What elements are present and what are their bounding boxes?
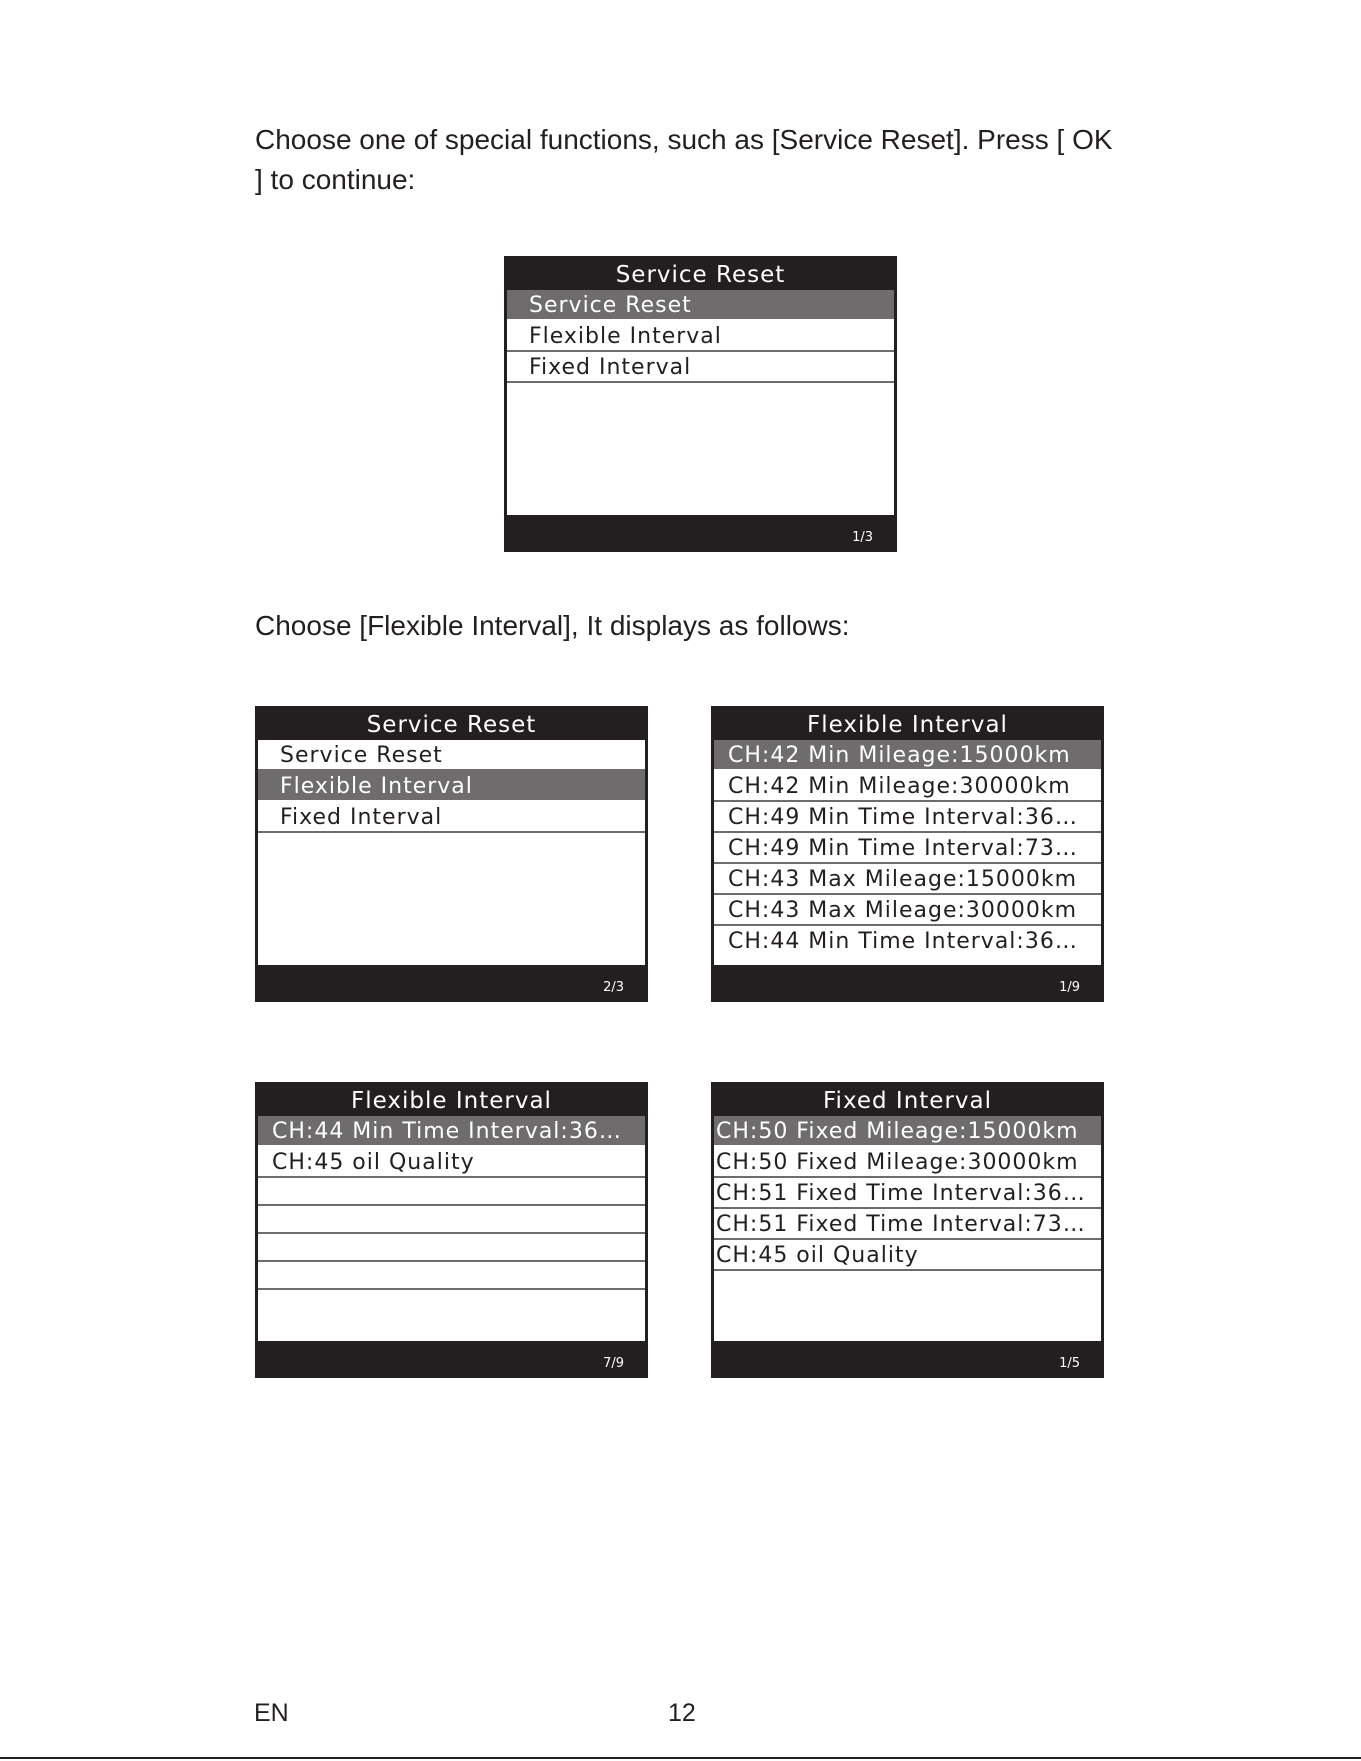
page-indicator: 7/9 (603, 1356, 624, 1371)
empty-row (258, 1290, 645, 1318)
menu-item-ch42-min-mileage-15000[interactable]: CH:42 Min Mileage:15000km (714, 740, 1101, 771)
screen-title: Service Reset (366, 712, 537, 738)
menu-item-ch50-fixed-mileage-30000[interactable]: CH:50 Fixed Mileage:30000km (714, 1147, 1101, 1178)
menu-item-ch51-fixed-time-interval-73[interactable]: CH:51 Fixed Time Interval:73… (714, 1209, 1101, 1240)
empty-row (258, 1206, 645, 1234)
menu-item-ch51-fixed-time-interval-36[interactable]: CH:51 Fixed Time Interval:36… (714, 1178, 1101, 1209)
menu-item-ch44-min-time-interval-36[interactable]: CH:44 Min Time Interval:36… (728, 929, 1078, 954)
menu-item-fixed-interval[interactable]: Fixed Interval (507, 352, 894, 383)
device-screen-fixed-interval (711, 1082, 1104, 1378)
page-indicator: 1/9 (1059, 980, 1080, 995)
menu-item-ch44-min-time-interval-36[interactable]: CH:44 Min Time Interval:36… (258, 1116, 645, 1147)
menu-list (714, 740, 1101, 965)
page-indicator: 1/5 (1059, 1356, 1080, 1371)
bottom-divider (0, 1757, 1361, 1759)
menu-item-ch45-oil-quality[interactable]: CH:45 oil Quality (714, 1240, 1101, 1271)
page-indicator: 2/3 (603, 980, 624, 995)
menu-item-service-reset[interactable]: Service Reset (507, 290, 894, 321)
page-indicator: 1/3 (852, 530, 873, 545)
device-screen-service-reset (504, 256, 897, 552)
menu-item-fixed-interval[interactable]: Fixed Interval (258, 802, 645, 833)
empty-row (258, 1262, 645, 1290)
menu-item-ch43-max-mileage-30000[interactable]: CH:43 Max Mileage:30000km (714, 895, 1101, 926)
screen-title: Fixed Interval (823, 1088, 992, 1114)
screen-title: Service Reset (615, 262, 786, 288)
menu-item-ch49-min-time-interval-36[interactable]: CH:49 Min Time Interval:36… (714, 802, 1101, 833)
menu-list (714, 1116, 1101, 1341)
menu-item-ch42-min-mileage-30000[interactable]: CH:42 Min Mileage:30000km (714, 771, 1101, 802)
empty-row (258, 1178, 645, 1206)
menu-item-ch45-oil-quality[interactable]: CH:45 oil Quality (258, 1147, 645, 1178)
menu-item-flexible-interval[interactable]: Flexible Interval (507, 321, 894, 352)
flexible-interval-paragraph: Choose [Flexible Interval], It displays as follows: (255, 610, 850, 641)
screen-title: Flexible Interval (807, 712, 1008, 738)
menu-list (507, 290, 894, 515)
footer-language: EN (254, 1699, 289, 1727)
device-screen-service-reset-flexible-selected (255, 706, 648, 1002)
menu-item-flexible-interval[interactable]: Flexible Interval (258, 771, 645, 802)
menu-item-ch49-min-time-interval-73[interactable]: CH:49 Min Time Interval:73… (714, 833, 1101, 864)
menu-item-service-reset[interactable]: Service Reset (258, 740, 645, 771)
device-screen-flexible-interval-page1 (711, 706, 1104, 1002)
menu-item-ch43-max-mileage-15000[interactable]: CH:43 Max Mileage:15000km (714, 864, 1101, 895)
screen-title: Flexible Interval (351, 1088, 552, 1114)
instruction-paragraph: Choose one of special functions, such as [Service Reset]. Press [ OK ] to continue: (255, 124, 1113, 195)
empty-row (258, 1234, 645, 1262)
menu-list (258, 1116, 645, 1341)
device-screen-flexible-interval-page7 (255, 1082, 648, 1378)
footer-page-number: 12 (668, 1699, 696, 1727)
menu-item-ch50-fixed-mileage-15000[interactable]: CH:50 Fixed Mileage:15000km (714, 1116, 1101, 1147)
menu-list (258, 740, 645, 965)
